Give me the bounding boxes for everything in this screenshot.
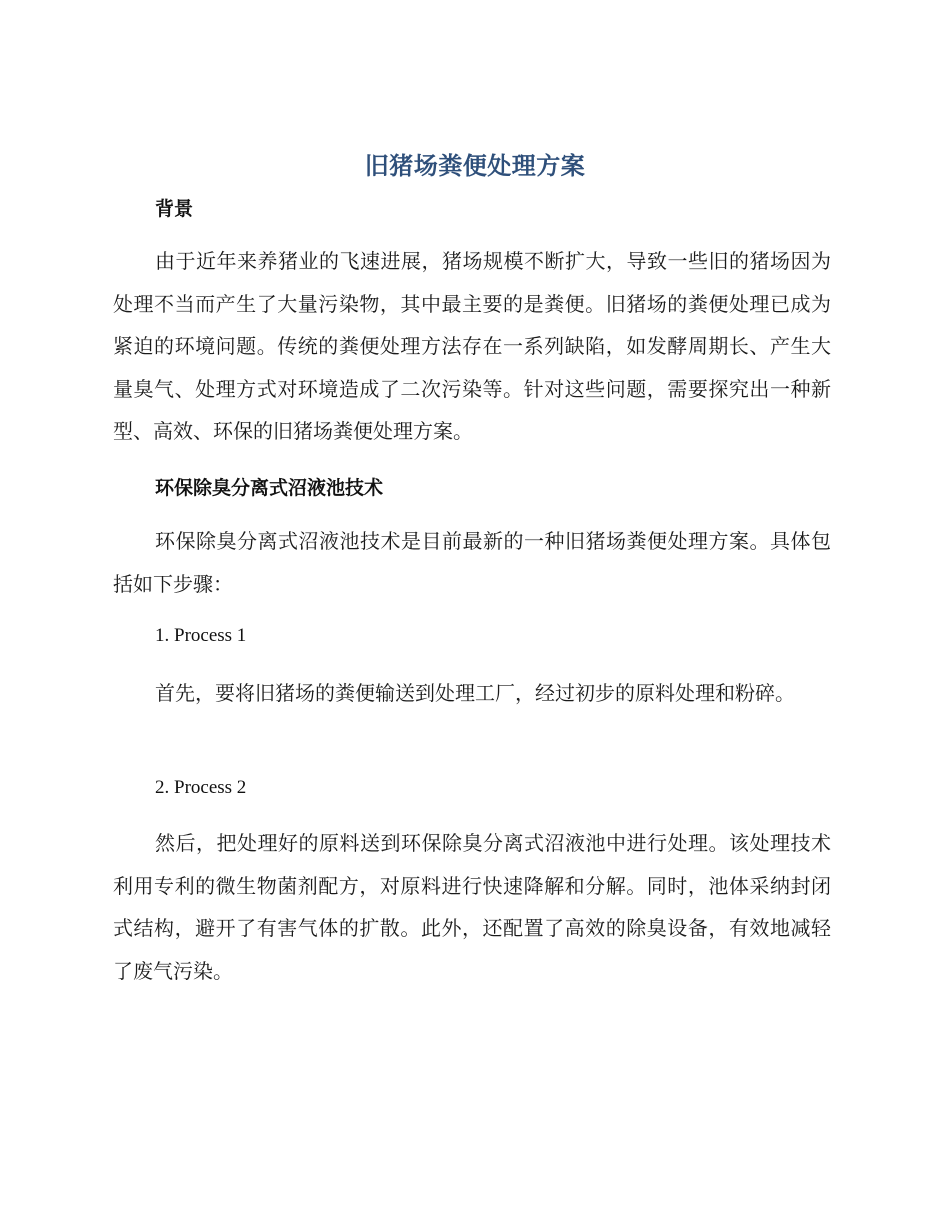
- step-heading-1: 1. Process 1: [155, 625, 247, 646]
- paragraph-technology-intro: 环保除臭分离式沼液池技术是目前最新的一种旧猪场粪便处理方案。具体包括如下步骤：: [113, 529, 831, 596]
- paragraph-background: 由于近年来养猪业的飞速进展，猪场规模不断扩大，导致一些旧的猪场因为处理不当而产生了大量污染物，其中最主要的是粪便。旧猪场的粪便处理已成为紧迫的环境问题。传统的粪便处理方法存在一系列缺陷，如发酵周期长、产生大量臭气、处理方式对环境造成了二次污染等。针对这些问题，需要探究出一种新型、高效、环保的旧猪场粪便处理方案。: [113, 249, 831, 443]
- section-heading-background: 背景: [155, 198, 194, 220]
- paragraph-step-1: 首先，要将旧猪场的粪便输送到处理工厂，经过初步的原料处理和粉碎。: [155, 681, 795, 705]
- section-heading-technology: 环保除臭分离式沼液池技术: [155, 477, 384, 499]
- paragraph-step-2: 然后，把处理好的原料送到环保除臭分离式沼液池中进行处理。该处理技术利用专利的微生物菌剂配方，对原料进行快速降解和分解。同时，池体采纳封闭式结构，避开了有害气体的扩散。此外，还配置了高效的除臭设备，有效地减轻了废气污染。: [113, 831, 831, 983]
- document-title: 旧猪场粪便处理方案: [364, 152, 586, 180]
- step-heading-2: 2. Process 2: [155, 777, 247, 798]
